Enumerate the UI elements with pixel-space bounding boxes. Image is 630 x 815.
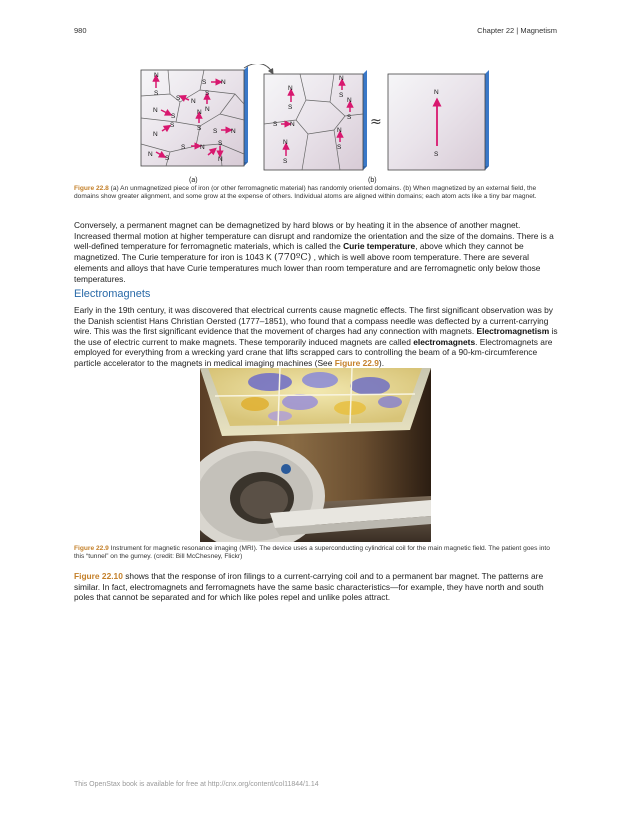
svg-text:S: S bbox=[202, 79, 207, 86]
math-temperature: (770ºC) bbox=[274, 251, 312, 263]
svg-text:S: S bbox=[283, 158, 288, 165]
paragraph-curie: Conversely, a permanent magnet can be demagnetized by hard blows or by heating it in the absence of another magnet. Increased thermal motion at higher temperature can disrupt and randomize the orientation and the size of the domains. There is a well-defined temperature for ferromagnetic materials, which is called the Curie temperature, above which they cannot be magnetized. The Curie temperature for iron is 1043 K (770ºC) , which is well above room temperature. There are several elements and alloys that have Curie temperatures much lower than room temperature and are ferromagnetic only below those temperatures. bbox=[74, 220, 554, 284]
svg-text:N: N bbox=[218, 156, 223, 163]
svg-text:S: S bbox=[176, 95, 181, 102]
svg-text:S: S bbox=[434, 151, 439, 158]
transition-arrow bbox=[244, 64, 272, 72]
figure-22-10-link[interactable]: Figure 22.10 bbox=[74, 571, 123, 581]
svg-text:S: S bbox=[171, 113, 176, 120]
svg-text:S: S bbox=[205, 90, 210, 97]
caption-text: (a) An unmagnetized piece of iron (or other ferromagnetic material) has randomly oriented domains. (b) When magnetized by an external field, the domains show greater alignment, and some grow at the expense of others. Individual atoms are aligned within domains; each atom acts like a tiny bar magnet. bbox=[74, 185, 537, 201]
panel-b-single-domain bbox=[388, 70, 489, 170]
mri-photo bbox=[200, 368, 431, 542]
svg-text:N: N bbox=[148, 151, 153, 158]
svg-text:N: N bbox=[221, 79, 226, 86]
svg-text:N: N bbox=[200, 144, 205, 151]
paragraph-figure-22-10: Figure 22.10 shows that the response of iron filings to a current-carrying coil and to a permanent bar magnet. The patterns are similar. In fact, electromagnets and ferromagnets have the same basic characteristics—for example, they have north and south poles that cannot be separated and for which like poles repel and unlike poles attract. bbox=[74, 571, 544, 603]
term-electromagnets: electromagnets bbox=[413, 336, 476, 347]
svg-text:N: N bbox=[339, 75, 344, 82]
section-heading: Electromagnets bbox=[74, 288, 151, 300]
svg-text:S: S bbox=[273, 121, 278, 128]
svg-text:N: N bbox=[290, 121, 295, 128]
svg-text:N: N bbox=[283, 139, 288, 146]
svg-text:N: N bbox=[205, 106, 210, 113]
svg-text:N: N bbox=[153, 107, 158, 114]
svg-text:S: S bbox=[218, 140, 223, 147]
term-curie-temperature: Curie temperature bbox=[343, 241, 416, 252]
footer-note: This OpenStax book is available for free at http://cnx.org/content/col11844/1.14 bbox=[74, 781, 319, 788]
svg-text:N: N bbox=[434, 89, 439, 96]
svg-text:S: S bbox=[197, 125, 202, 132]
page-number: 980 bbox=[74, 26, 87, 35]
panel-b-label: (b) bbox=[368, 177, 377, 184]
chapter-header: Chapter 22 | Magnetism bbox=[477, 26, 557, 35]
svg-text:S: S bbox=[213, 128, 218, 135]
svg-text:S: S bbox=[165, 155, 170, 162]
svg-text:S: S bbox=[339, 92, 344, 99]
figure-22-9-link[interactable]: Figure 22.9 bbox=[334, 357, 379, 368]
figure-22-8-diagram bbox=[140, 64, 490, 189]
term-electromagnetism: Electromagnetism bbox=[476, 326, 550, 337]
svg-text:N: N bbox=[288, 85, 293, 92]
svg-text:S: S bbox=[337, 144, 342, 151]
svg-text:N: N bbox=[191, 98, 196, 105]
svg-text:S: S bbox=[170, 122, 175, 129]
approx-symbol: ≈ bbox=[370, 114, 382, 130]
svg-text:S: S bbox=[181, 144, 186, 151]
svg-text:N: N bbox=[337, 127, 342, 134]
panel-a-unmagnetized bbox=[141, 66, 248, 166]
figure-22-8-caption bbox=[74, 185, 558, 202]
svg-text:N: N bbox=[231, 128, 236, 135]
svg-text:S: S bbox=[154, 90, 159, 97]
svg-text:N: N bbox=[197, 109, 202, 116]
svg-text:N: N bbox=[347, 97, 352, 104]
caption-label: Figure 22.8 bbox=[74, 185, 109, 192]
svg-text:N: N bbox=[153, 131, 158, 138]
svg-text:N: N bbox=[154, 72, 159, 79]
caption-label: Figure 22.9 bbox=[74, 545, 109, 552]
svg-text:S: S bbox=[347, 114, 352, 121]
paragraph-electromagnets: Early in the 19th century, it was discovered that electrical currents cause magnetic effects. The first significant observation was by the Danish scientist Hans Christian Oersted (1777–1851), who found that a compass needle was deflected by a current-carrying wire. This was the first significant evidence that the movement of charges had any connection with magnets. Electromagnetism is the use of electric current to make magnets. These temporarily induced magnets are called electromagnets. Electromagnets are employed for everything from a wrecking yard crane that lifts scrapped cars to controlling the beam of a 90-km-circumference particle accelerator to the magnets in medical imaging machines (See Figure 22.9). bbox=[74, 305, 558, 368]
svg-text:S: S bbox=[288, 104, 293, 111]
caption-text: Instrument for magnetic resonance imaging (MRI). The device uses a superconducting cylindrical coil for the main magnetic field. The patient goes into this “tunnel” on the gurney. (credit: Bill McChesney, Flickr) bbox=[74, 545, 550, 561]
panel-a-label: (a) bbox=[189, 177, 198, 184]
figure-22-9-caption bbox=[74, 545, 558, 562]
panel-b-magnetized bbox=[264, 70, 367, 170]
